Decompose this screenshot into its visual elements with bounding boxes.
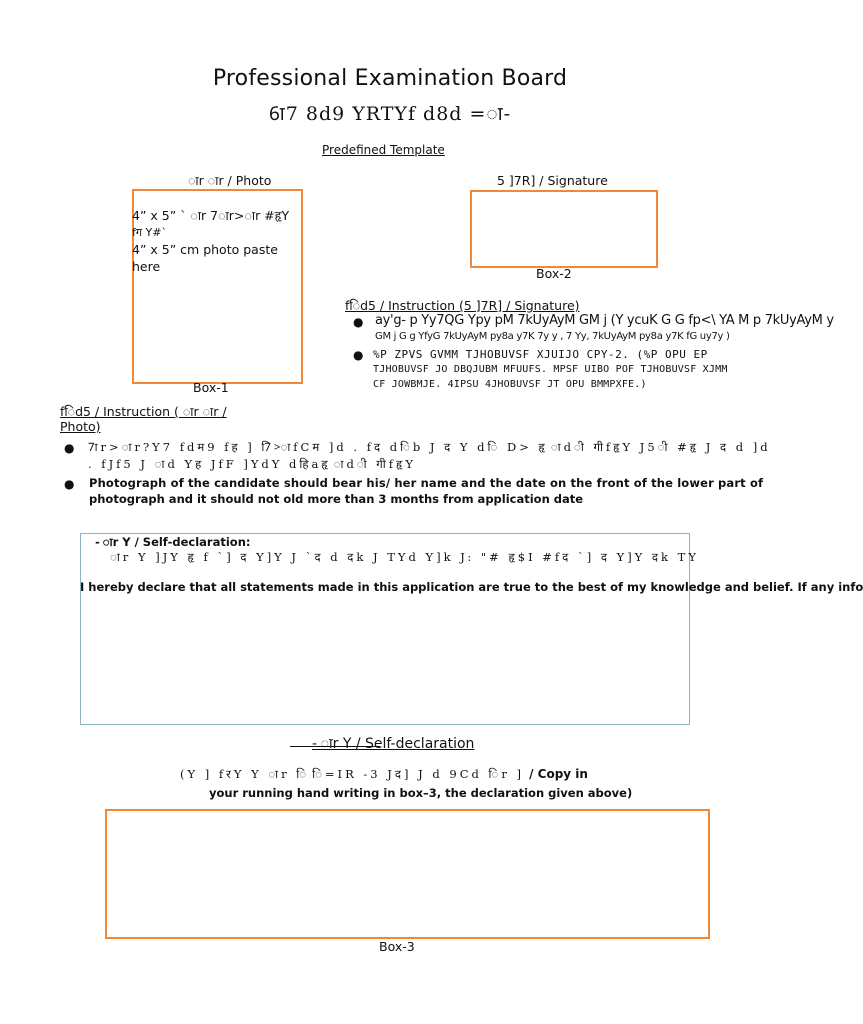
photo-text-line: here [132, 259, 161, 274]
box-3-label: Box-3 [379, 939, 415, 954]
self-declaration-glyph-text: (Y ] fरY Y ाr ि ि=IR -3 Jद] J d 9Cd िr ] [180, 767, 524, 781]
declaration-text: I hereby declare that all statements made in this application are true to the best of my knowledge and belief. If any info [80, 580, 863, 594]
self-declaration-copy-in: / Copy in [529, 767, 588, 781]
signature-box[interactable] [470, 190, 658, 268]
handwriting-box[interactable] [105, 809, 710, 939]
photo-instruction-heading: fिd5 / Instruction ( ाr ाr / [60, 404, 227, 419]
signature-instruction-line: %P ZPVS GVMM TJHOBUVSF XJUIJO CPY-2. (%P OPU EP [373, 348, 708, 361]
box-2-label: Box-2 [536, 266, 572, 281]
photo-text-line: 4” x 5” ` ाr 7ाr>ाr #हृY [132, 208, 290, 223]
bullet-icon: ● [64, 441, 75, 455]
self-declaration-title: - ाr Y / Self-declaration [312, 736, 475, 752]
self-declaration-instruction-cont: your running hand writing in box–3, the declaration given above) [209, 786, 633, 800]
bullet-icon: ● [64, 477, 75, 491]
bullet-icon: ● [353, 348, 364, 362]
signature-instruction-line: ay'g- p Yy7QG Ypy pM 7kUyAyM GM j (Y ycuK G G fp<\ YA M p 7kUyAyM y [375, 313, 834, 328]
self-declaration-instruction [180, 763, 588, 782]
signature-label: 5 ]7R] / Signature [497, 173, 608, 188]
declaration-glyph-line: ाr Y ]JY हृ f `] द Y]Y J `द d दk J TYd Y]k J: "# हृ$I #fद `] द Y]Y दk TY [110, 550, 699, 564]
signature-instruction-line: GM j G g YfyG 7kUyAyM py8a y7K 7y y , 7 Yy, 7kUyAyM py8a y7K fG uy7y ) [375, 331, 730, 342]
photo-label: ाr ाr / Photo [188, 173, 272, 188]
box-1-label: Box-1 [193, 380, 229, 395]
signature-instruction-heading: fिd5 / Instruction (5 ]7R] / Signature) [345, 298, 580, 313]
photo-text-line: fग Y#` [132, 226, 167, 239]
signature-instruction-line: CF JOWBMJE. 4IPSU 4JHOBUVSF JT OPU BMMPXFE.) [373, 379, 647, 390]
document-title: Professional Examination Board [212, 66, 568, 91]
photo-instruction-line: photograph and it should not old more than 3 months from application date [89, 492, 584, 506]
photo-box-text [132, 207, 312, 275]
signature-instruction-line: TJHOBUVSF JO DBQJUBM MFUUFS. MPSF UIBO POF TJHOBUVSF XJMM [373, 364, 728, 375]
photo-text-line: 4” x 5” cm photo paste [132, 242, 278, 257]
document-subtitle: 6ा7 8d9 YRTYf d8d =ा- [268, 103, 512, 125]
declaration-heading: - ाr Y / Self-declaration: [95, 535, 251, 549]
photo-instruction-line: Photograph of the candidate should bear his/ her name and the date on the front of the lower part of [89, 476, 764, 490]
photo-instruction-line: . fJf5 J ाd Yह JfF ]YdY dहिaहृ ाdी गीfहृY [88, 457, 416, 471]
predefined-template-label: Predefined Template [322, 143, 445, 157]
photo-instruction-line: 7ाr>ाr?Y7 fdम9 fह ] 7ि>ाfCम ]d . fद dिb J द Y dि D> हृ ाdी गीfहृY J5ी #हृ J द d ]d [88, 440, 771, 454]
photo-instruction-heading-cont: Photo) [60, 419, 101, 434]
bullet-icon: ● [353, 315, 364, 329]
